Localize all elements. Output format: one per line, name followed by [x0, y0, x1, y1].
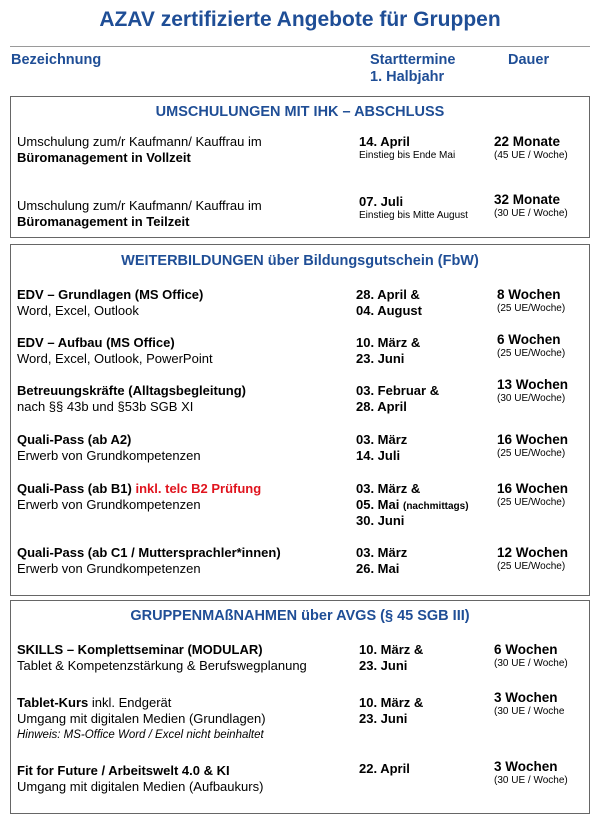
course-description: Umgang mit digitalen Medien (Aufbaukurs) [17, 779, 264, 794]
course-description: Word, Excel, Outlook, PowerPoint [17, 351, 213, 366]
start-date: 03. März [356, 545, 408, 560]
exam-highlight: inkl. telc B2 Prüfung [135, 481, 262, 496]
course-title [17, 481, 261, 497]
start-date: 26. Mai [356, 561, 400, 576]
course-description: Umschulung zum/r Kaufmann/ Kauffrau im [17, 198, 262, 213]
duration: 16 Wochen [497, 432, 569, 447]
start-date: 14. April [359, 134, 410, 149]
course-description: Erwerb von Grundkompetenzen [17, 561, 201, 576]
course-title: Büromanagement in Teilzeit [17, 214, 190, 229]
start-date: 22. April [359, 761, 410, 776]
start-date: 23. Juni [359, 711, 408, 726]
course-title: Betreuungskräfte (Alltagsbegleitung) [17, 383, 246, 398]
course-title: Büromanagement in Vollzeit [17, 150, 191, 165]
start-date: 03. März [356, 432, 408, 447]
duration: 6 Wochen [494, 642, 558, 657]
duration: 12 Wochen [497, 545, 569, 560]
duration-units: (25 UE/Woche) [497, 448, 566, 459]
section-title: UMSCHULUNGEN MIT IHK – ABSCHLUSS [155, 104, 445, 120]
column-header-duration: Dauer [508, 52, 550, 68]
start-date-note: Einstieg bis Ende Mai [359, 150, 456, 161]
start-date: 23. Juni [356, 351, 405, 366]
column-header-start-line1: Starttermine [370, 52, 456, 68]
course-description: Erwerb von Grundkompetenzen [17, 497, 201, 512]
column-header-start [370, 52, 455, 86]
start-date: 07. Juli [359, 194, 404, 209]
duration: 16 Wochen [497, 481, 569, 496]
course-title: SKILLS – Komplettseminar (MODULAR) [17, 642, 263, 657]
duration: 13 Wochen [497, 377, 569, 392]
course-description: Word, Excel, Outlook [17, 303, 139, 318]
course-description: Tablet & Kompetenzstärkung & Berufswegplanung [17, 658, 307, 673]
start-date: 28. April [356, 399, 407, 414]
duration-units: (30 UE / Woche) [494, 775, 568, 786]
course-title: Quali-Pass (ab C1 / Muttersprachler*innen) [17, 545, 281, 560]
course-title-text: Tablet-Kurs [17, 695, 89, 710]
start-date: 10. März & [359, 695, 424, 710]
duration-units: (25 UE/Woche) [497, 497, 566, 508]
duration-units: (25 UE/Woche) [497, 561, 566, 572]
duration-units: (30 UE / Woche) [494, 208, 568, 219]
duration: 22 Monate [494, 134, 561, 149]
section-umschulungen [10, 96, 590, 238]
duration: 8 Wochen [497, 287, 561, 302]
start-date: 28. April & [356, 287, 420, 302]
column-header-start-line2: 1. Halbjahr [370, 69, 445, 85]
start-date: 10. März & [359, 642, 424, 657]
section-gruppenmassnahmen [10, 600, 590, 814]
course-title-text: Quali-Pass (ab B1) [17, 481, 132, 496]
start-date: 30. Juni [356, 513, 405, 528]
course-hint: Hinweis: MS-Office Word / Excel nicht beinhaltet [17, 729, 264, 741]
duration: 6 Wochen [497, 332, 561, 347]
column-header-name: Bezeichnung [11, 52, 102, 68]
duration: 3 Wochen [494, 690, 558, 705]
duration-units: (30 UE / Woche [494, 706, 565, 717]
section-title: WEITERBILDUNGEN über Bildungsgutschein (FbW) [121, 253, 479, 269]
start-date-note: Einstieg bis Mitte August [359, 210, 468, 221]
start-date: 04. August [356, 303, 422, 318]
header-divider [10, 46, 590, 47]
start-date: 03. Februar & [356, 383, 440, 398]
duration-units: (25 UE/Woche) [497, 348, 566, 359]
course-description: Erwerb von Grundkompetenzen [17, 448, 201, 463]
duration-units: (30 UE/Woche) [497, 393, 566, 404]
course-title-suffix: inkl. Endgerät [88, 695, 172, 710]
section-weiterbildungen [10, 244, 590, 596]
start-date: 03. März & [356, 481, 421, 496]
duration: 32 Monate [494, 192, 561, 207]
course-title: Fit for Future / Arbeitswelt 4.0 & KI [17, 763, 230, 778]
duration-units: (45 UE / Woche) [494, 150, 568, 161]
course-title: EDV – Aufbau (MS Office) [17, 335, 175, 350]
course-description: Umgang mit digitalen Medien (Grundlagen) [17, 711, 266, 726]
start-date: 14. Juli [356, 448, 401, 463]
duration: 3 Wochen [494, 759, 558, 774]
course-description: nach §§ 43b und §53b SGB XI [17, 399, 194, 414]
page-title: AZAV zertifizierte Angebote für Gruppen [99, 8, 501, 31]
start-date-note: (nachmittags) [402, 501, 469, 512]
start-date: 23. Juni [359, 658, 408, 673]
course-title: EDV – Grundlagen (MS Office) [17, 287, 204, 302]
section-title: GRUPPENMAßNAHMEN über AVGS (§ 45 SGB III) [130, 608, 470, 624]
start-date-text: 05. Mai [356, 497, 400, 512]
course-description: Umschulung zum/r Kaufmann/ Kauffrau im [17, 134, 262, 149]
course-title: Quali-Pass (ab A2) [17, 432, 132, 447]
duration-units: (30 UE / Woche) [494, 658, 568, 669]
duration-units: (25 UE/Woche) [497, 303, 566, 314]
course-title [17, 695, 171, 711]
start-date: 10. März & [356, 335, 421, 350]
